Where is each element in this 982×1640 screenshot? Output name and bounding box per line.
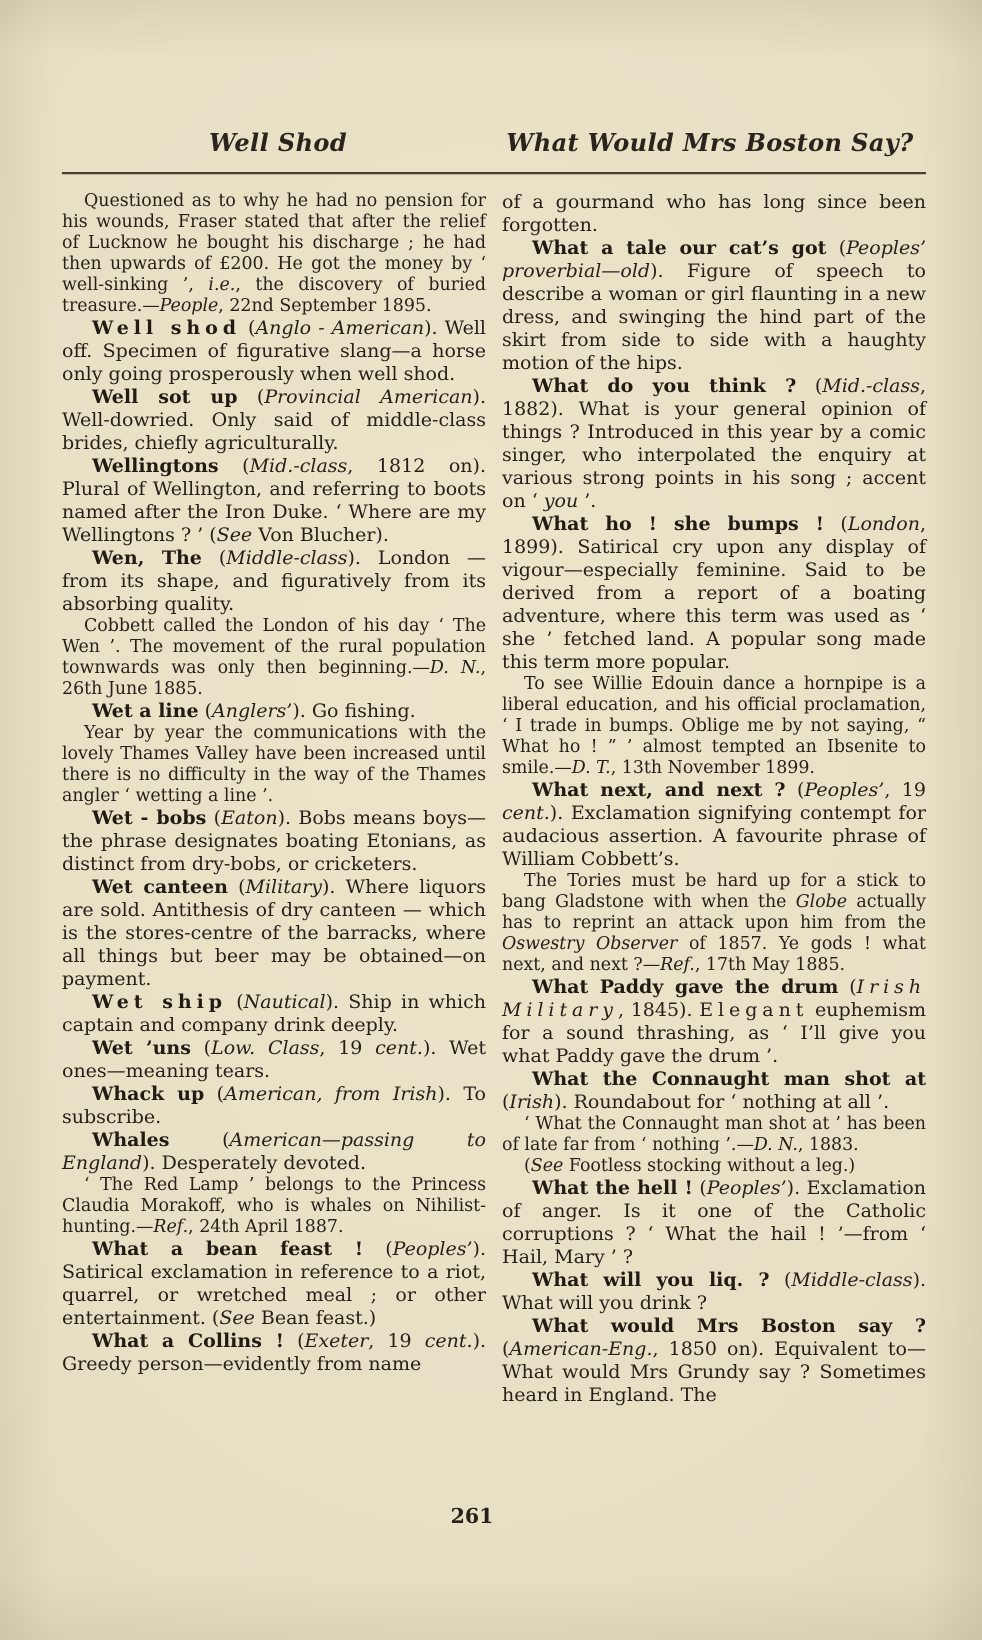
text-run: (	[838, 976, 857, 998]
text-run: , 22nd September 1895.	[218, 296, 432, 316]
text-run: i.e.	[208, 275, 236, 295]
dictionary-entry	[502, 375, 926, 513]
text-run: What would Mrs Boston say ?	[532, 1315, 926, 1337]
text-run: , 19	[884, 779, 926, 801]
text-run: Provincial American	[264, 386, 473, 408]
text-run: Wet - bobs	[92, 807, 207, 829]
text-run: (	[502, 1338, 510, 1360]
text-run: Wet ’uns	[92, 1037, 191, 1059]
text-run: Well shod	[92, 317, 241, 339]
text-run: ). Well-dowried. Only said of middle-class brides, chiefly agriculturally.	[62, 386, 486, 454]
text-run: Well sot up	[92, 386, 238, 408]
text-run: ‘ What the Connaught man shot at ’ has been of late far from ‘ nothing ’.—	[502, 1114, 926, 1155]
citation-paragraph	[62, 1175, 486, 1238]
text-run: ). Wet ones—meaning tears.	[62, 1037, 487, 1082]
text-run: ). Bobs means boys—the phrase designates boating Etonians, as distinct from dry-bobs, or cricketers.	[62, 807, 487, 875]
dictionary-entry	[62, 317, 486, 386]
text-run: What a bean feast !	[92, 1238, 364, 1260]
text-run: Questioned as to why he had no pension for his wounds, Fraser stated that after the relief of Lucknow he bought his discharge ; he had then upwards of £200. He got the money by ‘ well-sinking ’,	[62, 191, 486, 295]
text-run: Wen, The	[92, 547, 202, 569]
text-run: Cobbett called the London of his day ‘ The Wen ’. The movement of the rural population townwards was only then beginning.—	[62, 616, 486, 678]
text-run: Peoples’ proverbial—old	[502, 237, 927, 282]
text-run: (	[169, 1129, 230, 1151]
text-run: Irish Military	[502, 976, 927, 1021]
text-run: ). Greedy person—evidently from name	[62, 1330, 487, 1375]
text-run: (	[363, 1238, 393, 1260]
citation-paragraph	[62, 191, 486, 317]
text-run: , 1850 on). Equivalent to—What would Mrs Grundy say ? Sometimes heard in England. The	[502, 1338, 926, 1406]
page-number: 261	[450, 1504, 494, 1528]
text-run: To see Willie Edouin dance a hornpipe is a liberal education, and his official proclamation, ‘ I trade in bumps. Oblige me by not saying, “ What ho ! ” ’ almost tempted an Ibsenite to smile.—	[502, 674, 926, 778]
text-run: (	[502, 1091, 510, 1113]
text-run: People	[159, 296, 219, 316]
text-run: Peoples’	[392, 1238, 473, 1260]
text-run: Wellingtons	[92, 455, 219, 477]
text-run: What Paddy gave the drum	[532, 976, 839, 998]
dictionary-entry	[502, 779, 926, 871]
text-run: Ref.	[660, 955, 695, 975]
continuation-paragraph	[502, 191, 926, 237]
running-head-left: Well Shod	[208, 128, 348, 157]
text-run: Peoples’	[804, 779, 885, 801]
text-run: (	[240, 317, 256, 339]
text-run: (	[824, 513, 848, 535]
text-run: What do you think ?	[532, 375, 797, 397]
text-run: D. N.	[753, 1135, 798, 1155]
column-left	[62, 191, 486, 1407]
dictionary-entry	[62, 991, 486, 1037]
text-run: you	[543, 490, 579, 512]
text-run: ). London —from its shape, and figuratively from its absorbing quality.	[62, 547, 486, 615]
column-right	[502, 191, 926, 1407]
text-run: Von Blucher).	[252, 524, 389, 546]
text-run: ‘ The Red Lamp ’ belongs to the Princess Claudia Morakoff, who is whales on Nihilist-hunting.—	[62, 1175, 486, 1237]
citation-paragraph	[502, 1114, 926, 1156]
text-run: Military	[245, 876, 322, 898]
text-run: Wet canteen	[92, 876, 228, 898]
text-run: Mid.-class	[249, 455, 348, 477]
text-run: (	[206, 807, 222, 829]
text-run: (	[204, 1083, 225, 1105]
text-run: Footless stocking without a leg.)	[563, 1156, 856, 1176]
dictionary-entry	[62, 547, 486, 616]
text-run: actually has to reprint an attack upon him from the	[502, 892, 926, 933]
text-run: (	[524, 1156, 531, 1176]
text-run: , 17th May 1885.	[694, 955, 846, 975]
dictionary-entry	[62, 1037, 486, 1083]
dictionary-entry	[502, 1068, 926, 1114]
text-run: Exeter	[304, 1330, 369, 1352]
text-run: (	[190, 1037, 212, 1059]
text-run: ). To subscribe.	[62, 1083, 486, 1128]
dictionary-entry	[62, 386, 486, 455]
text-run: (	[826, 237, 847, 259]
text-run: (	[201, 547, 227, 569]
dictionary-entry	[62, 1330, 486, 1376]
dictionary-entry	[62, 876, 486, 991]
text-run: American—passing to England	[62, 1129, 486, 1174]
text-run: (	[227, 876, 246, 898]
dictionary-entry	[502, 1315, 926, 1407]
text-run: ). What will you drink ?	[502, 1269, 927, 1314]
citation-paragraph	[502, 1156, 926, 1177]
text-run: Globe	[795, 892, 848, 912]
text-run: Anglers’	[212, 700, 293, 722]
text-run: of 1857. Ye gods ! what next, and next ?—	[502, 934, 926, 975]
text-run: ). Exclamation of anger. Is it one of the Catholic corruptions ? ‘ What the hail ! ’—from ‘ Hail, Mary ’ ?	[502, 1177, 926, 1268]
citation-paragraph	[502, 674, 926, 779]
text-run: ). Desperately devoted.	[142, 1152, 367, 1174]
text-run: Year by year the communications with the lovely Thames Valley have been increased until there is no difficulty in the way of the Thames angler ‘ wetting a line ’.	[62, 723, 486, 806]
text-run: (	[796, 375, 823, 397]
text-run: What ho ! she bumps !	[532, 513, 825, 535]
text-run: Wet a line	[92, 700, 199, 722]
text-run: See	[530, 1156, 564, 1176]
text-run: ). Satirical exclamation in reference to a riot, quarrel, or wretched meal ; or other entertainment. (	[62, 1238, 486, 1329]
text-run: Irish	[509, 1091, 555, 1113]
text-run: What will you liq. ?	[532, 1269, 770, 1291]
text-run: American-Eng.	[509, 1338, 653, 1360]
text-run: What a Collins !	[92, 1330, 284, 1352]
text-run: ). Where liquors are sold. Antithesis of dry canteen — which is the stores-centre of the barracks, where all things but beer may be obtained—on payment.	[62, 876, 486, 990]
text-run: Middle-class	[226, 547, 348, 569]
text-run: ). Roundabout for ‘ nothing at all ’.	[554, 1091, 890, 1113]
dictionary-entry	[502, 1177, 926, 1269]
running-head-right: What Would Mrs Boston Say?	[506, 128, 914, 157]
text-run: Mid.-class	[822, 375, 920, 397]
text-run: , 19	[319, 1037, 376, 1059]
text-run: (	[237, 386, 265, 408]
text-run: ). Exclamation signifying contempt for audacious assertion. A favourite phrase of William Cobbett’s.	[502, 802, 926, 870]
text-run: Elegant	[699, 999, 809, 1021]
text-run: Middle-class	[791, 1269, 913, 1291]
dictionary-entry	[62, 1083, 486, 1129]
text-run: Whales	[92, 1129, 170, 1151]
text-run: (	[785, 779, 805, 801]
text-run: Oswestry Observer	[502, 934, 678, 954]
text-run: (	[692, 1177, 707, 1199]
text-run: , 13th November 1899.	[610, 758, 815, 778]
text-run: (	[769, 1269, 792, 1291]
dictionary-entry	[62, 1238, 486, 1330]
text-run: What the Connaught man shot at	[532, 1068, 926, 1090]
text-run: , the discovery of buried treasure.—	[62, 275, 486, 316]
dictionary-entry	[502, 513, 926, 674]
text-run: What next, and next ?	[532, 779, 786, 801]
text-run: Nautical	[243, 991, 326, 1013]
text-run: American, from Irish	[224, 1083, 438, 1105]
text-run: Ref.	[153, 1217, 189, 1237]
dictionary-entry	[62, 700, 486, 723]
dictionary-entry	[502, 976, 926, 1068]
text-run: (	[198, 700, 212, 722]
text-run: (	[227, 991, 244, 1013]
text-run: , 1899). Satirical cry upon any display of vigour—especially feminine. Said to be derived from a report of a boating adventure, where this term was used as ‘ she ’ fetched land. A popular song made this term more popular.	[502, 513, 927, 673]
text-run: Low. Class	[211, 1037, 320, 1059]
text-run: Wet ship	[92, 991, 227, 1013]
text-run: of a gourmand who has long since been forgotten.	[502, 191, 926, 236]
text-run: , 19	[368, 1330, 425, 1352]
text-run: London	[847, 513, 920, 535]
text-run: See	[216, 524, 253, 546]
dictionary-entry	[62, 1129, 486, 1175]
text-run: ). Ship in which captain and company drink deeply.	[62, 991, 486, 1036]
text-run: See	[219, 1307, 255, 1329]
text-run: cent.	[424, 1330, 473, 1352]
text-run: What a tale our cat’s got	[532, 237, 827, 259]
text-run: ’.	[578, 490, 597, 512]
text-columns	[0, 174, 982, 1407]
text-run: Bean feast.)	[254, 1307, 377, 1329]
text-run: , 1845).	[617, 999, 700, 1021]
dictionary-entry	[502, 1269, 926, 1315]
text-run: (	[283, 1330, 305, 1352]
citation-paragraph	[62, 616, 486, 700]
text-run: cent.	[502, 802, 550, 824]
dictionary-entry	[502, 237, 926, 375]
text-run: The Tories must be hard up for a stick to bang Gladstone with when the	[502, 871, 926, 912]
text-run: D. T.	[571, 758, 611, 778]
text-run: Peoples’	[706, 1177, 787, 1199]
citation-paragraph	[62, 723, 486, 807]
text-run: D. N.	[429, 658, 481, 678]
text-run: , 1882). What is your general opinion of things ? Introduced in this year by a comic singer, who interpolated the enquiry at various strong points in his song ; accent on ‘	[502, 375, 927, 512]
text-run: ). Figure of speech to describe a woman or girl flaunting in a new dress, and swinging the hind part of the skirt from side to side with a haughty motion of the hips.	[502, 260, 926, 374]
dictionary-entry	[62, 807, 486, 876]
text-run: , 1883.	[797, 1135, 859, 1155]
running-heads	[0, 0, 982, 157]
text-run: (	[218, 455, 250, 477]
text-run: Anglo - American	[255, 317, 425, 339]
text-run: Eaton	[221, 807, 278, 829]
citation-paragraph	[502, 871, 926, 976]
text-run: What the hell !	[532, 1177, 693, 1199]
text-run: euphemism for a sound thrashing, as ‘ I’ll give you what Paddy gave the drum ’.	[502, 999, 926, 1067]
text-run: , 24th April 1887.	[188, 1217, 344, 1237]
text-run: ). Well off. Specimen of figurative slang—a horse only going prosperously when well shod.	[62, 317, 487, 385]
dictionary-entry	[62, 455, 486, 547]
text-run: Whack up	[92, 1083, 205, 1105]
text-run: cent.	[375, 1037, 423, 1059]
text-run: , 1812 on). Plural of Wellington, and referring to boots named after the Iron Duke. ‘ Where are my Wellingtons ? ’ (	[62, 455, 486, 546]
text-run: ). Go fishing.	[292, 700, 416, 722]
text-run: , 26th June 1885.	[62, 658, 487, 699]
